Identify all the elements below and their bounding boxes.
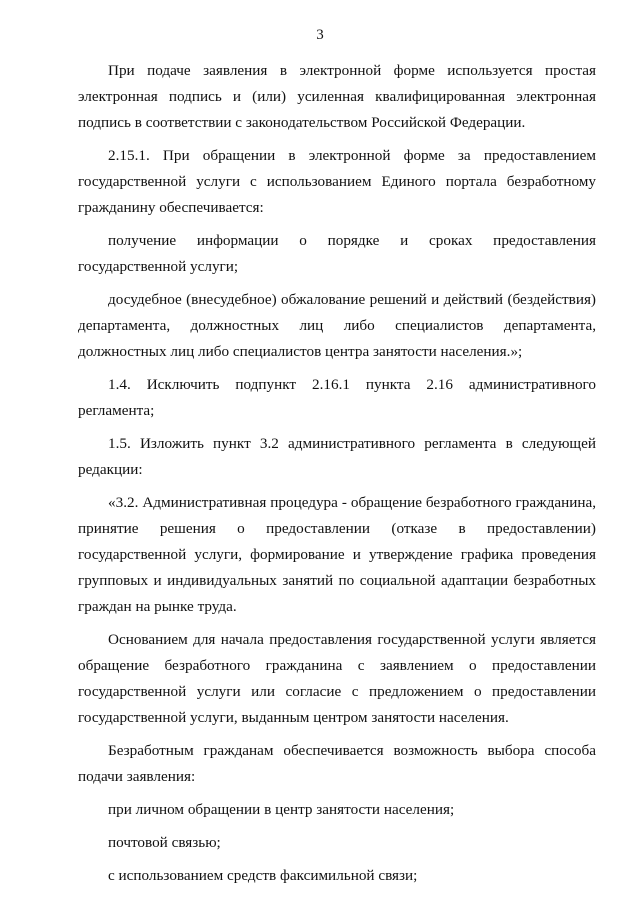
document-body <box>78 58 596 896</box>
paragraph-receive-info: получение информации о порядке и сроках предоставления государственной услуги; <box>78 232 596 275</box>
list-item-postal: почтовой связью; <box>108 834 221 851</box>
paragraph-choice-of-method: Безработным гражданам обеспечивается возможность выбора способа подачи заявления: <box>78 742 596 785</box>
paragraph-2-15-1: 2.15.1. При обращении в электронной форме за предоставлением государственной услуги с использованием Единого портала безработному гражданину обеспечивается: <box>78 147 596 216</box>
paragraph-pretrial-appeal: досудебное (внесудебное) обжалование решений и действий (бездействия) департамента, должностных лиц либо специалистов департамента, должностных лиц либо специалистов центра занятости населения.»; <box>78 291 596 360</box>
paragraph-3-2: «3.2. Административная процедура - обращение безработного гражданина, принятие решения о предоставлении (отказе в предоставлении) государственной услуги, формирование и утверждение графика проведения групповых и индивидуальных занятий по социальной адаптации безработных граждан на рынке труда. <box>78 494 596 615</box>
page-number: 3 <box>316 27 324 43</box>
paragraph-1-4: 1.4. Исключить подпункт 2.16.1 пункта 2.16 административного регламента; <box>78 376 596 419</box>
paragraph-1-5: 1.5. Изложить пункт 3.2 административного регламента в следующей редакции: <box>78 435 596 478</box>
paragraph-grounds: Основанием для начала предоставления государственной услуги является обращение безработного гражданина с заявлением о предоставлении государственной услуги или согласие с предложением о предоставлении государственной услуги, выданным центром занятости населения. <box>78 631 596 726</box>
paragraph-electronic-signature: При подаче заявления в электронной форме используется простая электронная подпись и (или) усиленная квалифицированная электронная подпись в соответствии с законодательством Российской Федерации. <box>78 62 596 131</box>
list-item-fax: с использованием средств факсимильной связи; <box>108 867 418 884</box>
list-item-personal-visit: при личном обращении в центр занятости населения; <box>108 801 455 818</box>
